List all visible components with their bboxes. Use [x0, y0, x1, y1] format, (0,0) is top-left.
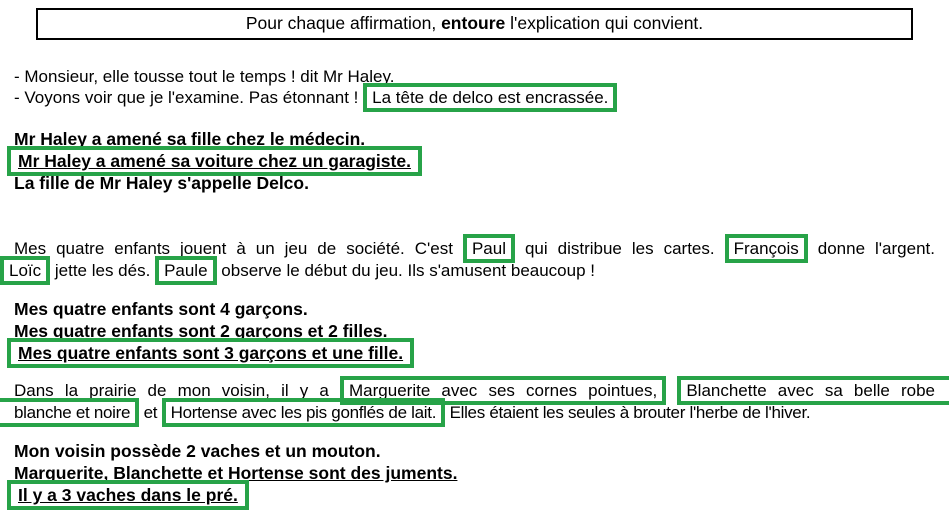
option-row-circled	[14, 342, 935, 364]
exercise1-dialogue	[14, 66, 935, 108]
circled-word-loic: Loïc	[0, 256, 50, 285]
option-row-circled	[14, 484, 935, 506]
paragraph-text: qui distribue les cartes.	[524, 239, 715, 258]
exercise3-options	[14, 440, 935, 506]
option-text: Mr Haley a amené sa fille chez le médecin.	[14, 129, 366, 149]
circled-option-text: Il y a 3 vaches dans le pré.	[7, 480, 249, 510]
exercise1-options	[14, 128, 935, 194]
paragraph-text: jette les dés.	[54, 261, 151, 280]
option-row-circled	[14, 150, 935, 172]
option-text: Mon voisin possède 2 vaches et un mouton.	[14, 441, 381, 461]
paragraph-line	[14, 238, 935, 260]
paragraph-text: Dans la prairie de mon voisin, il y a	[14, 381, 329, 400]
dialogue-line-1: - Monsieur, elle tousse tout le temps ! dit Mr Haley.	[14, 67, 395, 86]
dialogue-line-2	[14, 87, 935, 108]
instruction-banner	[36, 8, 913, 40]
paragraph-line	[9, 260, 935, 282]
worksheet-page	[0, 8, 949, 519]
option-row	[14, 172, 935, 194]
option-text: La fille de Mr Haley s'appelle Delco.	[14, 173, 309, 193]
circled-phrase-hortense: Hortense avec les pis gonflés de lait.	[162, 398, 445, 427]
option-text: Mes quatre enfants sont 2 garçons et 2 filles.	[14, 321, 388, 341]
option-text: Marguerite, Blanchette et Hortense sont des juments.	[14, 463, 458, 483]
paragraph-text: Mes quatre enfants jouent à un jeu de société. C'est	[14, 239, 453, 258]
circled-word-francois: François	[725, 234, 808, 263]
circled-option-text: Mr Haley a amené sa voiture chez un garagiste.	[7, 146, 422, 176]
paragraph-line	[14, 402, 935, 424]
paragraph-line	[14, 380, 935, 402]
paragraph-text: Elles étaient les seules à brouter l'herbe de l'hiver.	[449, 403, 811, 422]
circled-phrase-blanchette-wrap: blanche et noire	[0, 398, 139, 427]
exercise2-text	[9, 238, 935, 282]
paragraph-text: donne l'argent.	[817, 239, 935, 258]
circled-option-text: Mes quatre enfants sont 3 garçons et une fille.	[7, 338, 414, 368]
dialogue-line-2-text: - Voyons voir que je l'examine. Pas étonnant !	[14, 88, 359, 107]
exercise3-text	[14, 380, 935, 424]
exercise2-options	[14, 298, 935, 364]
option-row	[14, 298, 935, 320]
instruction-bold-word: entoure	[441, 13, 506, 33]
paragraph-text: observe le début du jeu. Ils s'amusent beaucoup !	[221, 261, 595, 280]
paragraph-text: et	[143, 403, 158, 422]
worksheet-content	[0, 66, 949, 506]
circled-phrase-blanchette: Blanchette avec sa belle robe	[677, 376, 949, 405]
circled-word-paul: Paul	[463, 234, 515, 263]
circled-phrase-marguerite: Marguerite avec ses cornes pointues,	[340, 376, 666, 405]
circled-answer-delco: La tête de delco est encrassée.	[363, 83, 617, 112]
option-row	[14, 440, 935, 462]
option-text: Mes quatre enfants sont 4 garçons.	[14, 299, 308, 319]
circled-word-paule: Paule	[155, 256, 216, 285]
instruction-text-prefix: Pour chaque affirmation,	[245, 13, 442, 33]
instruction-text-suffix: l'explication qui convient.	[505, 13, 704, 33]
